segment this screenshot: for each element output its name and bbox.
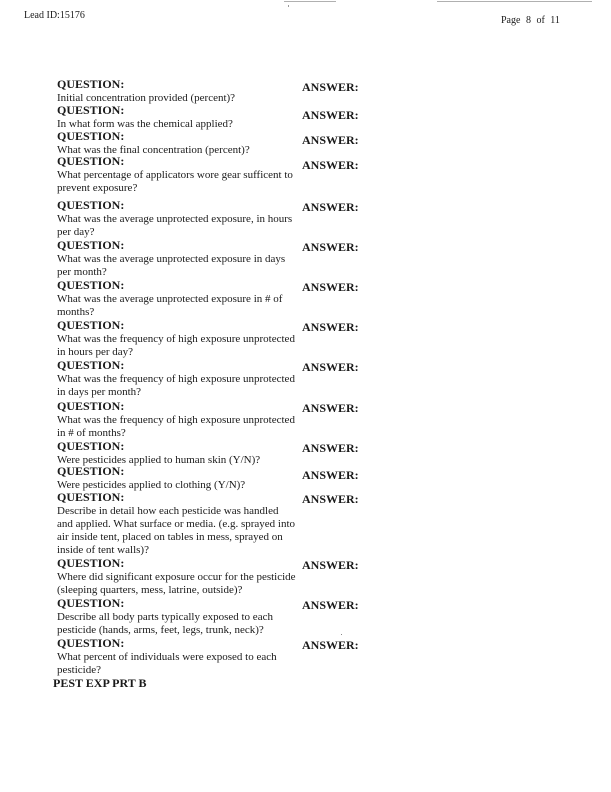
answer-label: ANSWER: <box>302 240 359 254</box>
question-label: QUESTION: <box>57 490 125 504</box>
question-text: What was the final concentration (percent)? <box>57 144 250 156</box>
question-text: What was the frequency of high exposure unprotected in hours per day? <box>57 333 295 358</box>
question-label: QUESTION: <box>57 556 125 570</box>
lead-id: Lead ID:15176 <box>24 10 85 21</box>
question-label: QUESTION: <box>57 358 125 372</box>
question-block <box>57 155 297 195</box>
question-label: QUESTION: <box>57 636 125 650</box>
answer-label: ANSWER: <box>302 280 359 294</box>
question-text: What was the average unprotected exposure, in hours per day? <box>57 213 293 238</box>
answer-label: ANSWER: <box>302 441 359 455</box>
question-block <box>57 279 297 319</box>
question-text: Where did significant exposure occur for the pesticide (sleeping quarters, mess, latrine, outside)? <box>57 571 296 596</box>
answer-label: ANSWER: <box>302 598 359 612</box>
question-block <box>57 637 297 677</box>
question-label: QUESTION: <box>57 596 125 610</box>
scan-artifact-dot <box>341 634 342 635</box>
question-text: What percent of individuals were exposed to each pesticide? <box>57 651 277 676</box>
answer-label: ANSWER: <box>302 108 359 122</box>
answer-label: ANSWER: <box>302 200 359 214</box>
question-block <box>57 104 297 131</box>
question-block <box>57 78 297 105</box>
question-block <box>57 319 297 359</box>
question-text: Were pesticides applied to clothing (Y/N)? <box>57 479 246 491</box>
question-label: QUESTION: <box>57 103 125 117</box>
question-block <box>57 440 297 467</box>
answer-label: ANSWER: <box>302 401 359 415</box>
question-text: In what form was the chemical applied? <box>57 118 233 130</box>
answer-label: ANSWER: <box>302 80 359 94</box>
question-label: QUESTION: <box>57 154 125 168</box>
section-code: PEST EXP PRT B <box>53 676 147 690</box>
answer-label: ANSWER: <box>302 320 359 334</box>
question-label: QUESTION: <box>57 198 125 212</box>
question-block <box>57 597 297 637</box>
question-label: QUESTION: <box>57 278 125 292</box>
scan-artifact-dot <box>288 5 289 7</box>
answer-label: ANSWER: <box>302 158 359 172</box>
scan-artifact-line <box>284 1 336 2</box>
answer-label: ANSWER: <box>302 492 359 506</box>
question-block <box>57 239 297 279</box>
question-text: Describe in detail how each pesticide was handled and applied. What surface or media. (e.g. sprayed into air inside tent, placed on tables in mess, sprayed on inside of tent walls)? <box>57 505 296 556</box>
question-text: What was the average unprotected exposure in # of months? <box>57 293 283 318</box>
question-text: What was the frequency of high exposure unprotected in days per month? <box>57 373 295 398</box>
question-label: QUESTION: <box>57 129 125 143</box>
answer-label: ANSWER: <box>302 360 359 374</box>
question-text: What was the average unprotected exposure in days per month? <box>57 253 286 278</box>
question-block <box>57 199 297 239</box>
question-block <box>57 359 297 399</box>
question-label: QUESTION: <box>57 439 125 453</box>
question-block <box>57 130 297 157</box>
question-block <box>57 491 297 557</box>
question-block <box>57 400 297 440</box>
question-label: QUESTION: <box>57 77 125 91</box>
answer-label: ANSWER: <box>302 558 359 572</box>
question-text: Initial concentration provided (percent)? <box>57 92 236 104</box>
answer-label: ANSWER: <box>302 638 359 652</box>
question-label: QUESTION: <box>57 238 125 252</box>
question-label: QUESTION: <box>57 318 125 332</box>
question-block <box>57 465 297 492</box>
question-text: What was the frequency of high exposure unprotected in # of months? <box>57 414 295 439</box>
question-text: Describe all body parts typically exposed to each pesticide (hands, arms, feet, legs, trunk, neck)? <box>57 611 273 636</box>
page-number: Page 8 of 11 <box>501 15 560 26</box>
question-block <box>57 557 297 597</box>
question-label: QUESTION: <box>57 464 125 478</box>
answer-label: ANSWER: <box>302 468 359 482</box>
question-label: QUESTION: <box>57 399 125 413</box>
question-text: Were pesticides applied to human skin (Y/N)? <box>57 454 261 466</box>
question-text: What percentage of applicators wore gear sufficent to prevent exposure? <box>57 169 293 194</box>
scan-artifact-line <box>437 1 592 2</box>
answer-label: ANSWER: <box>302 133 359 147</box>
